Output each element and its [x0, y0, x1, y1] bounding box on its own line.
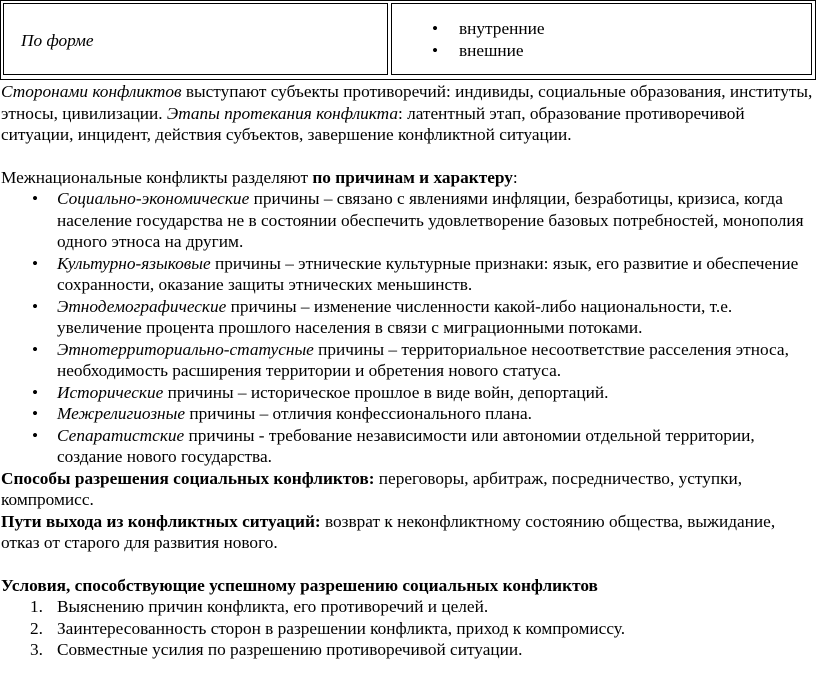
causes-list: [1, 188, 813, 468]
text-sides: выступают субъекты противоречий: индивиды, социальные образования, институты, этносы, цивилизации.: [1, 82, 813, 123]
term-stages: Этапы протекания конфликта: [166, 103, 398, 123]
form-list: [432, 18, 545, 62]
paragraph-exits: [1, 511, 813, 554]
text-ways: переговоры, арбитраж, посредничество, уступки, компромисс.: [1, 468, 743, 509]
bullet-icon: •: [32, 425, 39, 445]
cause-name: Этнодемографические: [57, 296, 227, 316]
paragraph-ways: [1, 468, 813, 511]
list-item-cause: [1, 382, 813, 404]
condition-text: Заинтересованность сторон в разрешении конфликта, приход к компромиссу.: [57, 618, 626, 638]
list-item-condition: [1, 596, 813, 618]
cause-name: Социально-экономические: [57, 189, 250, 208]
item-number: 2.: [30, 618, 43, 638]
list-item-condition: [1, 639, 813, 661]
bullet-icon: •: [32, 404, 39, 423]
list-item-cause: [1, 425, 813, 468]
condition-text: Совместные усилия по разрешению противоречивой ситуации.: [57, 640, 523, 659]
paragraph-sides-stages: [1, 81, 813, 146]
term-causes-character: по причинам и характеру: [312, 167, 513, 187]
text-stages: : латентный этап, образование противоречивой ситуации, инцидент, действия субъектов, завершение конфликтной ситуации.: [1, 103, 745, 144]
item-number: 1.: [30, 597, 43, 616]
conditions-list: [1, 596, 813, 661]
term-sides: Сторонами конфликтов: [1, 82, 182, 101]
cause-text: причины – территориальное несоответствие расселения этноса, необходимость расширения территории и обретения нового статуса.: [57, 339, 789, 380]
bullet-icon: •: [32, 253, 39, 273]
cause-name: Межрелигиозные: [57, 404, 186, 423]
paragraph-gap: [1, 554, 813, 575]
list-item-cause: [1, 403, 813, 425]
cause-text: причины – историческое прошлое в виде войн, депортаций.: [163, 382, 609, 402]
cause-name: Культурно-языковые: [57, 253, 211, 273]
paragraph-gap: [1, 146, 813, 167]
list-item-cause: [1, 188, 813, 253]
item-number: 3.: [30, 640, 43, 659]
cause-text: причины – связано с явлениями инфляции, безработицы, кризиса, когда население государства не в состоянии обеспечить удовлетворение базовых потребностей, монополия одного этноса на другим.: [57, 189, 804, 251]
list-item-cause: [1, 296, 813, 339]
table-cell-values: [391, 3, 812, 75]
bullet-icon: •: [32, 382, 39, 402]
list-item-condition: [1, 618, 813, 640]
colon: :: [512, 167, 518, 187]
form-label: По форме: [21, 31, 94, 50]
cause-text: причины – отличия конфессионального плана.: [185, 404, 532, 423]
cause-text: причины – этнические культурные признаки: язык, его развитие и обеспечение сохранности, оказание защиты этнических меньшинств.: [57, 253, 799, 294]
conditions-title: Условия, способствующие успешному разрешению социальных конфликтов: [1, 575, 598, 595]
document-body: [1, 81, 813, 661]
cause-name: Сепаратистские: [57, 425, 185, 445]
cause-name: Этнотерриториально-статусные: [57, 339, 314, 359]
bullet-icon: •: [32, 296, 39, 316]
term-exits: Пути выхода из конфликтных ситуаций:: [1, 511, 321, 531]
condition-text: Выяснению причин конфликта, его противоречий и целей.: [57, 597, 489, 616]
form-item-external: • внешние: [432, 40, 545, 62]
cause-name: Исторические: [57, 382, 164, 402]
text-interethnic: Межнациональные конфликты разделяют: [1, 167, 313, 187]
conditions-heading: [1, 575, 813, 597]
cause-text: причины – изменение численности какой-либо национальности, т.е. увеличение процента прошлого населения в связи с миграционными потоками.: [57, 296, 733, 337]
list-item-cause: [1, 339, 813, 382]
bullet-icon: •: [32, 339, 39, 359]
cause-text: причины - требование независимости или автономии отдельной территории, создание нового государства.: [57, 425, 755, 466]
term-ways: Способы разрешения социальных конфликтов:: [1, 468, 375, 488]
bullet-icon: •: [32, 189, 39, 208]
list-item-cause: [1, 253, 813, 296]
table-cell-label: [3, 3, 388, 75]
text-exits: возврат к неконфликтному состоянию общества, выжидание, отказ от старого для развития нового.: [1, 511, 776, 552]
form-table: [0, 0, 816, 80]
paragraph-interethnic: [1, 167, 813, 189]
form-item-internal: • внутренние: [432, 18, 545, 40]
